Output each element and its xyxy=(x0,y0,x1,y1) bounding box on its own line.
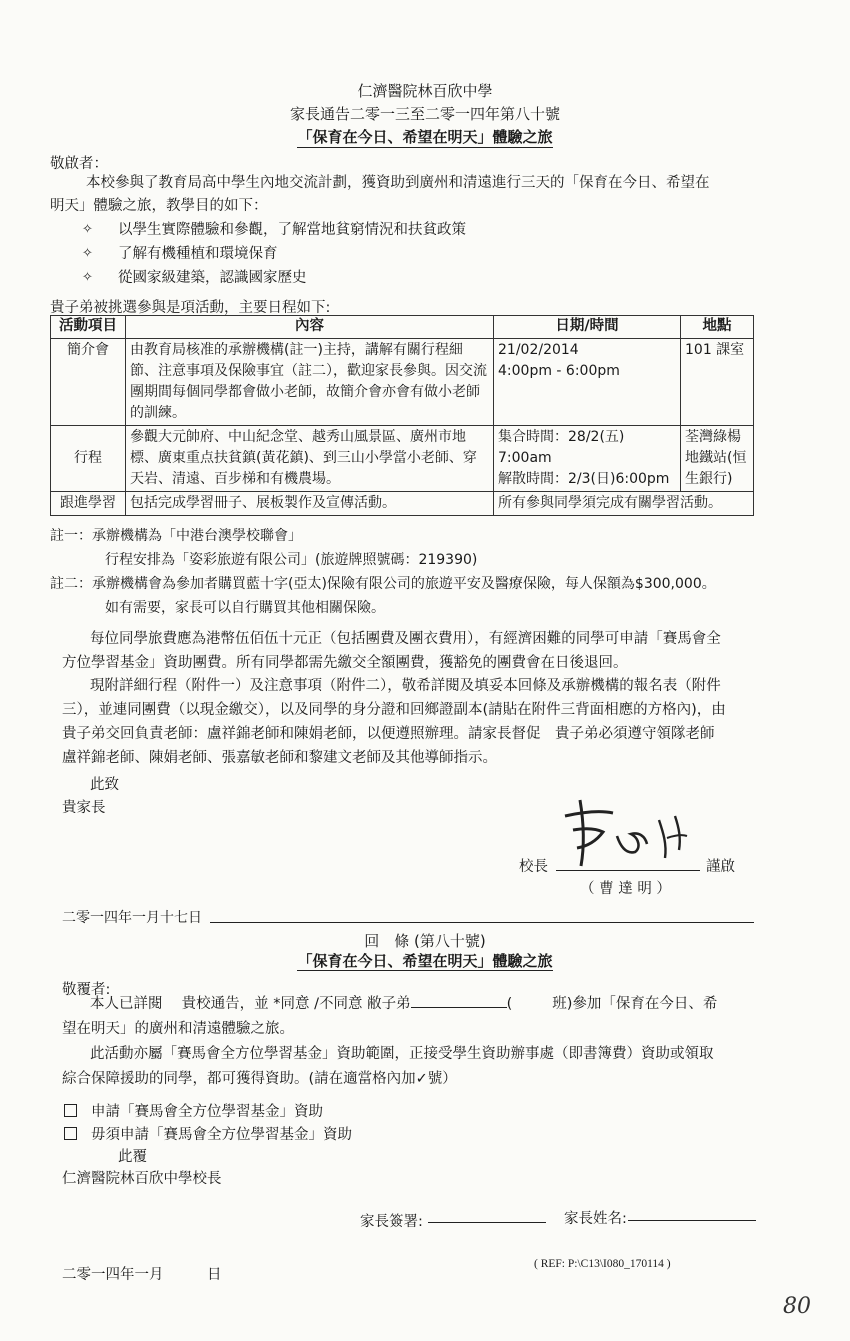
page-number-handwritten: 80 xyxy=(783,1294,811,1319)
content-cell: 由教育局核准的承辦機構(註一)主持，講解有關行程細節、注意事項及保險事宜（註二），歡迎家長參與。因交流團期間每個同學都會做小老師，故簡介會亦會有做小老師的訓練。 xyxy=(126,339,494,426)
note-1: 註一：承辦機構為「中港台澳學校聯會」 xyxy=(50,528,302,544)
reply-closing: 此覆 xyxy=(118,1149,147,1165)
student-name-blank[interactable] xyxy=(411,993,507,1008)
objective-item: ✧ 從國家級建築，認識國家歷史 xyxy=(82,266,466,290)
school-name: 仁濟醫院林百欣中學 xyxy=(357,82,493,100)
reply-title: 回 條 (第八十號) xyxy=(364,932,486,950)
datetime-cell: 21/02/2014 4:00pm - 6:00pm xyxy=(494,339,681,426)
activity-cell: 行程 xyxy=(51,426,126,492)
column-header: 內容 xyxy=(126,316,494,339)
diamond-star-icon: ✧ xyxy=(82,246,93,261)
objective-item: ✧ 了解有機種植和環境保育 xyxy=(82,242,466,266)
event-title: 「保育在今日、希望在明天」體驗之旅 xyxy=(297,128,553,146)
reply-line: 此活動亦屬「賽馬會全方位學習基金」資助範圍，正接受學生資助辦事處（即書簿費）資助或領取 xyxy=(90,1046,714,1062)
reply-line: 本人已詳閱 貴校通告，並 *同意 /不同意 敝子弟 ( 班)參加「保育在今日、希 xyxy=(62,992,782,1017)
fee-line: 方位學習基金」資助團費。所有同學都需先繳交全額團費，獲豁免的團費會在日後退回。 xyxy=(62,655,628,671)
schedule-intro: 貴子弟被挑選參與是項活動，主要日程如下: xyxy=(50,300,331,316)
class-blank[interactable] xyxy=(512,1007,552,1008)
intro-line: 明天」體驗之旅，教學目的如下： xyxy=(50,198,268,214)
note-2-detail: 如有需要，家長可以自行購買其他相關保險。 xyxy=(105,600,385,616)
content-cell: 包括完成學習冊子、展板製作及宣傳活動。 xyxy=(126,492,494,516)
respectfully-closing: 謹啟 xyxy=(706,859,735,875)
closing-recipient: 貴家長 xyxy=(62,800,106,816)
reply-body xyxy=(62,992,782,1092)
table-row xyxy=(51,426,754,492)
objectives-list xyxy=(82,218,466,290)
principal-name: （ 曹 達 明 ） xyxy=(580,881,671,897)
checkbox-apply[interactable] xyxy=(64,1104,77,1117)
divider-line xyxy=(210,922,754,923)
place-cell: 荃灣綠楊地鐵站(恒生銀行) xyxy=(681,426,754,492)
documents-paragraph xyxy=(62,674,782,770)
column-header: 日期/時間 xyxy=(494,316,681,339)
checkbox-no-apply[interactable] xyxy=(64,1127,77,1140)
notes-section xyxy=(50,524,790,620)
place-cell: 101 課室 xyxy=(681,339,754,426)
diamond-star-icon: ✧ xyxy=(82,222,93,237)
datetime-place-cell: 所有參與同學須完成有關學習活動。 xyxy=(494,492,754,516)
reply-line: 綜合保障援助的同學，都可獲得資助。(請在適當格內加✓號） xyxy=(62,1071,457,1087)
closing-to: 此致 xyxy=(90,777,119,793)
activity-cell: 簡介會 xyxy=(51,339,126,426)
schedule-table xyxy=(50,315,754,516)
parent-name-label: 家長姓名: xyxy=(564,1211,627,1227)
table-header-row xyxy=(51,316,754,339)
greeting: 敬啟者： xyxy=(50,156,108,172)
table-row xyxy=(51,339,754,426)
parent-signature-label: 家長簽署: xyxy=(360,1214,423,1230)
parent-name-field[interactable] xyxy=(628,1220,756,1221)
fee-line: 每位同學旅費應為港幣伍佰伍十元正（包括團費及團衣費用），有經濟困難的同學可申請「賽馬會全 xyxy=(90,631,721,647)
reply-recipient: 仁濟醫院林百欣中學校長 xyxy=(62,1171,222,1187)
docs-line: 現附詳細行程（附件一）及注意事項（附件二），敬希詳閱及填妥本回條及承辦機構的報名表（附件 xyxy=(90,678,721,694)
docs-line: 貴子弟交回負責老師：盧祥錦老師和陳娟老師，以便遵照辦理。請家長督促 貴子弟必須遵守領隊老師 xyxy=(62,726,715,742)
option-no-apply[interactable]: 毋須申請「賽馬會全方位學習基金」資助 xyxy=(64,1123,352,1144)
activity-cell: 跟進學習 xyxy=(51,492,126,516)
docs-line: 三），並連同團費（以現金繳交），以及同學的身分證和回鄉證副本(請貼在附件三背面相應的方格內)，由 xyxy=(62,702,726,718)
intro-line: 本校參與了教育局高中學生內地交流計劃，獲資助到廣州和清遠進行三天的「保育在今日、希望在 xyxy=(86,175,710,191)
docs-line: 盧祥錦老師、陳娟老師、張嘉敏老師和黎建文老師及其他導師指示。 xyxy=(62,750,497,766)
signature-line xyxy=(556,870,700,871)
reference-code: ( REF: P:\C13\I080_170114 ) xyxy=(534,1258,671,1270)
reply-line: 望在明天」的廣州和清遠體驗之旅。 xyxy=(62,1021,294,1037)
fee-paragraph xyxy=(62,627,782,675)
notice-number: 家長通告二零一三至二零一四年第八十號 xyxy=(289,105,560,123)
reply-event-title: 「保育在今日、希望在明天」體驗之旅 xyxy=(297,952,553,970)
intro-paragraph xyxy=(50,172,770,218)
column-header: 地點 xyxy=(681,316,754,339)
note-2: 註二：承辦機構會為參加者購買藍十字(亞太)保險有限公司的旅遊平安及醫療保險，每人保額為$300,000。 xyxy=(50,576,716,592)
content-cell: 參觀大元帥府、中山紀念堂、越秀山風景區、廣州市地標、廣東重点扶貧鎮(黃花鎮)、到三山小學當小老師、穿天岩、清遠、百步梯和有機農場。 xyxy=(126,426,494,492)
notice-date: 二零一四年一月十七日 xyxy=(62,910,202,926)
option-apply[interactable]: 申請「賽馬會全方位學習基金」資助 xyxy=(64,1100,323,1121)
parent-signature-field[interactable] xyxy=(428,1222,546,1223)
column-header: 活動項目 xyxy=(51,316,126,339)
principal-signature xyxy=(555,788,705,870)
table-row xyxy=(51,492,754,516)
reply-greeting: 敬覆者: xyxy=(62,982,111,998)
datetime-cell: 集合時間：28/2(五) 7:00am 解散時間：2/3(日)6:00pm xyxy=(494,426,681,492)
principal-label: 校長 xyxy=(519,859,548,875)
objective-item: ✧ 以學生實際體驗和參觀，了解當地貧窮情況和扶貧政策 xyxy=(82,218,466,242)
diamond-star-icon: ✧ xyxy=(82,270,93,285)
reply-date: 二零一四年一月 日 xyxy=(62,1267,222,1283)
note-1-detail: 行程安排為「姿彩旅遊有限公司」(旅遊牌照號碼：219390) xyxy=(105,552,478,568)
